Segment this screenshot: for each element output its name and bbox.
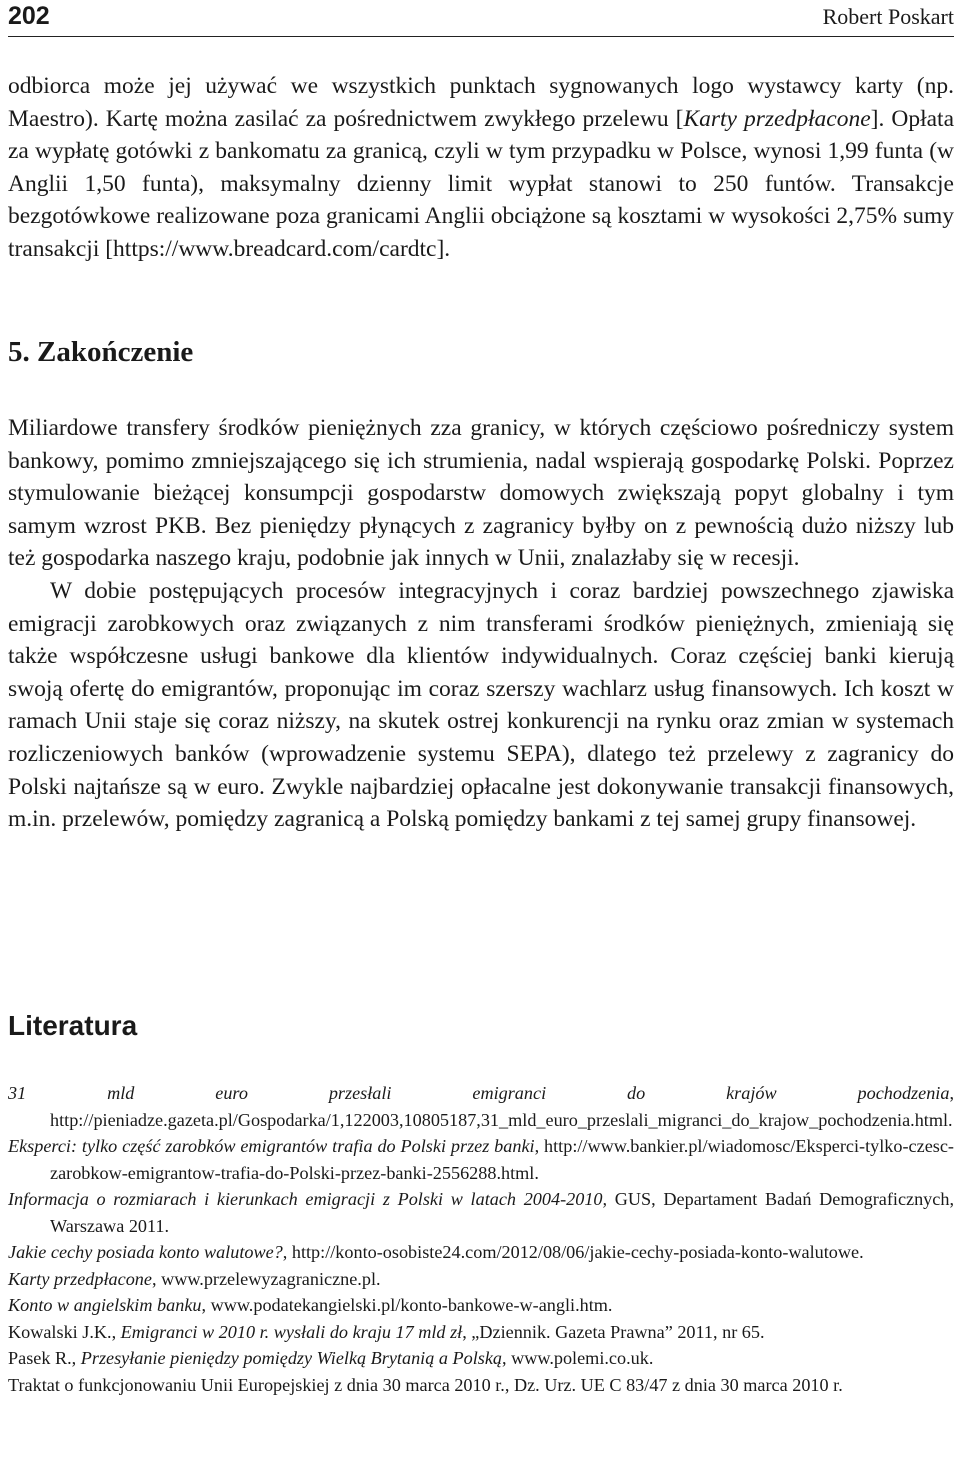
reference-post: , www.podatekangielski.pl/konto-bankowe-w-angli.htm. [201, 1295, 613, 1315]
page-header [8, 0, 954, 37]
reference-item [8, 1372, 954, 1399]
section-title: 5. Zakończenie [8, 336, 194, 368]
reference-pre: Kowalski J.K., [8, 1321, 121, 1342]
reference-item [8, 1292, 954, 1319]
reference-post: , http://pieniadze.gazeta.pl/Gospodarka/1,122003,10805187,31_mld_euro_przeslali_migranci_do_krajow_pochodzenia.html. [50, 1083, 954, 1130]
reference-italic: Konto w angielskim banku [8, 1295, 202, 1315]
intro-paragraph [8, 70, 954, 266]
reference-italic: Karty przedpłacone [8, 1268, 152, 1289]
page-number: 202 [8, 2, 50, 30]
reference-item [8, 1266, 954, 1293]
reference-italic: 31 mld euro przesłali emigranci do krajów pochodzenia [8, 1083, 950, 1103]
reference-pre: Pasek R., [8, 1348, 81, 1368]
literature-title: Literatura [8, 1010, 138, 1041]
reference-italic: Informacja o rozmiarach i kierunkach emigracji z Polski w latach 2004-2010, [8, 1189, 608, 1209]
intro-text-2: ]. Opłata za wypłatę gotówki z bankomatu za granicą, czyli w tym przypadku w Polsce, wynosi 1,99 funta (w Anglii 1,50 funta), maksymalny dzienny limit wypłat stanowi to 250 funtów. Transakcje bezgotówkowe realizowane poza granicami Anglii obciążone są kosztami w wysokości 2,75% sumy transakcji [https://www.breadcard.com/cardtc]. [8, 105, 954, 262]
reference-item [8, 1080, 954, 1133]
reference-item [8, 1345, 954, 1372]
conclusion-section [8, 412, 954, 836]
conclusion-paragraph-2: W dobie postępujących procesów integracyjnych i coraz bardziej powszechnego zjawiska emigracji zarobkowych oraz związanych z nim transferami środków pieniężnych, zmieniają się także współczesne usługi bankowe dla klientów indywidualnych. Coraz częściej banki kierują swoją ofertę do emigrantów, proponując im coraz szerszy wachlarz usług finansowych. Ich koszt w ramach Unii staje się coraz niższy, na skutek ostrej konkurencji na rynku oraz zmian w systemach rozliczeniowych banków (wprowadzenie systemu SEPA), dlatego też przelewy z zagranicy do Polski najtańsze są w euro. Zwykle najbardziej opłacalne jest dokonywanie transakcji finansowych, m.in. przelewów, pomiędzy zagranicą a Polską pomiędzy bankami z tej samej grupy finansowej. [8, 577, 954, 833]
reference-pre: Traktat o funkcjonowaniu Unii Europejskiej z dnia 30 marca 2010 r., Dz. Urz. UE C 83/47 z dnia 30 marca 2010 r. [8, 1374, 843, 1395]
reference-item [8, 1239, 954, 1266]
conclusion-paragraph-1: Miliardowe transfery środków pieniężnych zza granicy, w których częściowo pośredniczy system bankowy, pomimo zmniejszającego się ich strumienia, nadal wspierają gospodarkę Polski. Poprzez stymulowanie bieżącej konsumpcji gospodarstw domowych zwiększają popyt globalny i tym samym wzrost PKB. Bez pieniędzy płynących z zagranicy byłby on z pewnością dużo niższy lub też gospodarka naszego kraju, podobnie jak innych w Unii, znalazłaby się w recesji. [8, 415, 954, 572]
reference-post: , www.przelewyzagraniczne.pl. [151, 1268, 381, 1289]
reference-item [8, 1319, 954, 1346]
reference-italic: Jakie cechy posiada konto walutowe? [8, 1242, 283, 1262]
reference-post: GUS, Departament Badań Demograficznych, Warszawa 2011. [50, 1189, 954, 1236]
reference-italic: Emigranci w 2010 r. wysłali do kraju 17 mld zł [120, 1321, 463, 1342]
reference-list [8, 1080, 954, 1398]
intro-citation: Karty przedpłacone [683, 105, 871, 132]
reference-post: , http://konto-osobiste24.com/2012/08/06/jakie-cechy-posiada-konto-walutowe. [282, 1242, 864, 1262]
reference-item [8, 1133, 954, 1186]
reference-post: , http://www.bankier.pl/wiadomosc/Eksperci-tylko-czesc-zarobkow-emigrantow-trafia-do-Polski-przez-banki-2556288.html. [50, 1136, 954, 1183]
reference-post: , www.polemi.co.uk. [502, 1348, 654, 1368]
reference-post: , „Dziennik. Gazeta Prawna” 2011, nr 65. [462, 1321, 765, 1342]
reference-italic: Eksperci: tylko część zarobków emigrantów trafia do Polski przez banki [8, 1136, 535, 1156]
reference-item [8, 1186, 954, 1239]
reference-italic: Przesyłanie pieniędzy pomiędzy Wielką Brytanią a Polską [80, 1348, 502, 1368]
intro-text-1: odbiorca może jej używać we wszystkich punktach sygnowanych logo wystawcy karty (np. Maestro). Kartę można zasilać za pośrednictwem zwykłego przelewu [ [8, 73, 954, 132]
running-head-author: Robert Poskart [822, 4, 954, 29]
